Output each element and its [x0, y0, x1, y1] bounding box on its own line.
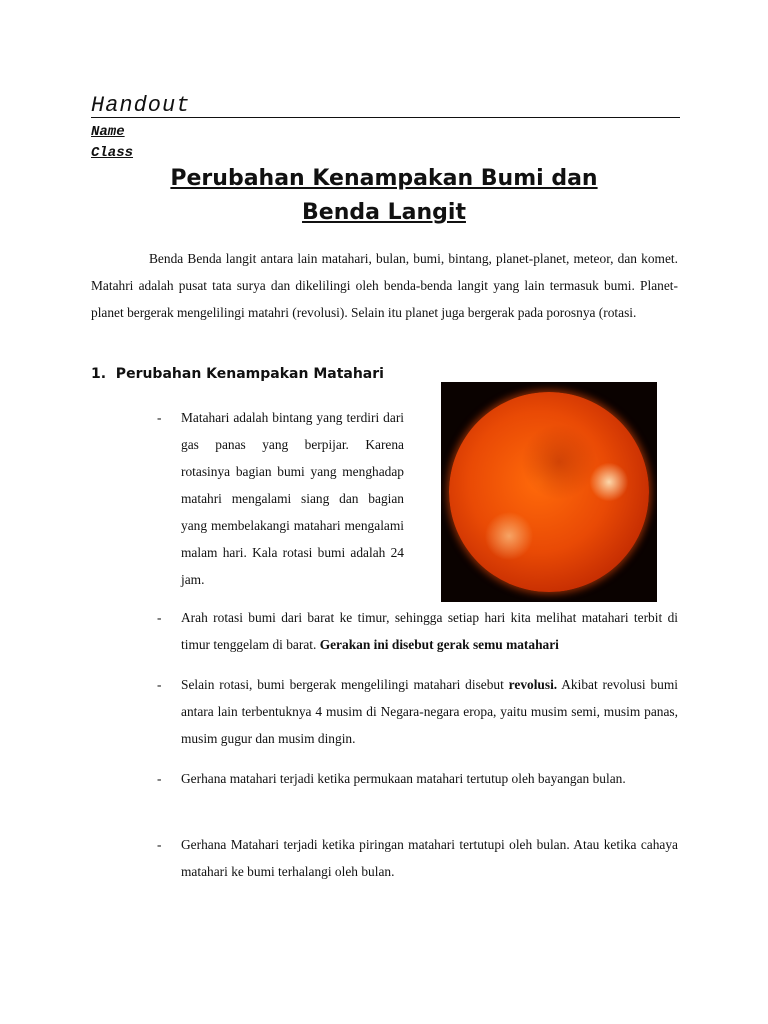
bullet-dash: - [157, 771, 162, 786]
bullet-text: Selain rotasi, bumi bergerak mengelilingi matahari disebut [181, 677, 509, 692]
sun-image [441, 382, 657, 602]
bullet-dash: - [157, 410, 162, 425]
bullet-text: Matahari adalah bintang yang terdiri dari gas panas yang berpijar. Karena rotasinya bagian bumi yang menghadap matahri mengalami siang dan bagian yang membelakangi matahari mengalami malam hari. Kala rotasi bumi adalah 24 jam. [181, 410, 404, 587]
intro-paragraph: Benda Benda langit antara lain matahari, bulan, bumi, bintang, planet-planet, meteor, dan komet. Matahri adalah pusat tata surya dan dikelilingi oleh benda-benda langit yang lain termasuk bumi. Planet-planet bergerak mengelilingi matahri (revolusi). Selain itu planet juga bergerak pada porosnya (rotasi. [91, 251, 678, 320]
bullet-text: Arah rotasi bumi dari barat ke timur, sehingga setiap hari kita melihat matahari terbit di timur tenggelam di barat. [181, 610, 678, 652]
handout-title: Handout [91, 93, 191, 118]
document-title-line-1: Perubahan Kenampakan Bumi dan [170, 166, 598, 191]
sun-disc-icon [449, 392, 649, 592]
bullet-text-container [181, 604, 678, 658]
bullet-text: Gerhana matahari terjadi ketika permukaan matahari tertutup oleh bayangan bulan. [181, 771, 626, 786]
bullet-text-container [181, 671, 678, 752]
bullet-text: Akibat revolusi bumi antara lain terbentuknya 4 musim di Negara-negara eropa, yaitu musim semi, musim panas, musim gugur dan musim dingin. [181, 677, 679, 746]
name-label: Name [91, 124, 125, 140]
bullet-dash: - [157, 837, 162, 852]
bullet-bold-text: revolusi. [508, 677, 558, 692]
bullet-dash: - [157, 677, 162, 692]
document-title-line-2: Benda Langit [302, 200, 466, 225]
bullet-text: Gerhana Matahari terjadi ketika piringan matahari tertutupi oleh bulan. Atau ketika cahaya matahari ke bumi terhalangi oleh bulan. [181, 837, 678, 879]
bullet-dash: - [157, 610, 162, 625]
class-label: Class [91, 145, 134, 161]
handout-rule [91, 117, 680, 118]
bullet-bold-text: Gerakan ini disebut gerak semu matahari [319, 637, 559, 652]
section-heading: 1. Perubahan Kenampakan Matahari [91, 366, 384, 382]
